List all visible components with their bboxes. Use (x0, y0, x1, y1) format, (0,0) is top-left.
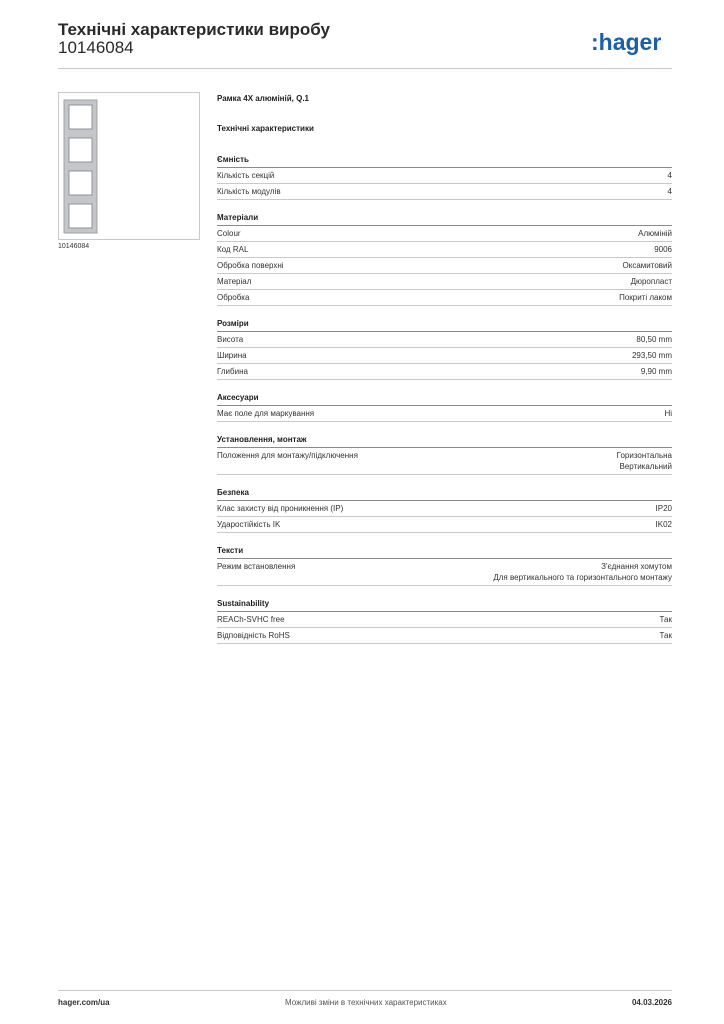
spec-label: Код RAL (217, 245, 249, 254)
spec-value-line: Так (659, 615, 672, 624)
spec-value-line: Дюропласт (630, 277, 672, 286)
spec-row (217, 226, 672, 242)
spec-label: Ширина (217, 351, 247, 360)
group-title: Матеріали (217, 213, 259, 222)
group-title: Безпека (217, 488, 249, 497)
spec-value (660, 614, 672, 625)
spec-row (217, 274, 672, 290)
spec-value (668, 170, 672, 181)
spec-value-line: Так (659, 631, 672, 640)
group-spacer (217, 586, 672, 592)
group-title: Тексти (217, 546, 244, 555)
hager-logo (591, 30, 673, 56)
group-title: Sustainability (217, 599, 270, 608)
spec-row (217, 168, 672, 184)
spec-value-line: Покриті лаком (619, 293, 672, 302)
product-name: Рамка 4Х алюміній, Q.1 (217, 94, 309, 103)
spec-value-line: 9,90 mm (640, 367, 672, 376)
footer-date: 04.03.2026 (631, 998, 672, 1007)
spec-value-line: 4 (667, 171, 672, 180)
spec-row (217, 348, 672, 364)
spec-row (217, 290, 672, 306)
spec-label: Ударостійкість IK (217, 520, 281, 529)
spec-value-line: З'єднання хомутом (601, 562, 672, 571)
group-title: Аксесуари (217, 393, 259, 402)
spec-value (656, 519, 672, 530)
spec-value-line: IK02 (655, 520, 672, 529)
group-title: Установлення, монтаж (217, 435, 307, 444)
footer-link[interactable]: hager.com/ua (58, 998, 110, 1007)
spec-value (654, 244, 672, 255)
spec-groups (217, 154, 672, 644)
spec-label: Глибина (217, 367, 248, 376)
spec-row (217, 612, 672, 628)
spec-heading: Технічні характеристики (217, 124, 314, 133)
spec-label: Положення для монтажу/підключення (217, 451, 358, 460)
spec-label: Кількість секцій (217, 171, 275, 180)
group-spacer (217, 533, 672, 539)
spec-group (217, 422, 672, 475)
spec-value-line: Для вертикального та горизонтального монтажу (493, 573, 672, 582)
spec-value-line: Вертикальний (619, 462, 672, 471)
spec-row (217, 559, 672, 586)
spec-value-line: Алюміній (638, 229, 672, 238)
spec-label: Режим встановлення (217, 562, 296, 571)
group-title: Розміри (217, 319, 249, 328)
spec-value-line: Ні (664, 409, 672, 418)
spec-row (217, 406, 672, 422)
spec-value (668, 186, 672, 197)
spec-group (217, 200, 672, 306)
spec-value (493, 561, 672, 583)
spec-value (664, 408, 672, 419)
group-spacer (217, 380, 672, 386)
spec-value (617, 450, 672, 472)
hager-logo-text: :hager (591, 30, 662, 55)
spec-label: Висота (217, 335, 244, 344)
spec-group (217, 586, 672, 644)
spec-label: Має поле для маркування (217, 409, 315, 418)
spec-row (217, 364, 672, 380)
spec-row (217, 517, 672, 533)
spec-panel (217, 90, 672, 644)
page-title: Технічні характеристики виробу (58, 20, 330, 39)
spec-row (217, 332, 672, 348)
group-spacer (217, 475, 672, 481)
group-spacer (217, 422, 672, 428)
spec-value (623, 260, 672, 271)
spec-row (217, 628, 672, 644)
spec-value (632, 350, 672, 361)
spec-value-line: 9006 (654, 245, 672, 254)
spec-value-line: IP20 (655, 504, 672, 513)
spec-value (631, 276, 672, 287)
spec-value (636, 334, 672, 345)
header-divider (58, 68, 672, 69)
spec-value (619, 292, 672, 303)
spec-value (660, 630, 672, 641)
spec-label: Обробка (217, 293, 250, 302)
spec-row (217, 184, 672, 200)
spec-label: Обробка поверхні (217, 261, 284, 270)
product-image (58, 92, 200, 240)
spec-group (217, 475, 672, 533)
spec-value (638, 228, 672, 239)
spec-value (656, 503, 672, 514)
spec-row (217, 258, 672, 274)
spec-group (217, 533, 672, 586)
footer-divider (58, 990, 672, 991)
spec-group (217, 380, 672, 422)
spec-row (217, 242, 672, 258)
image-caption: 10146084 (58, 243, 90, 250)
spec-label: Кількість модулів (217, 187, 281, 196)
spec-value (641, 366, 672, 377)
group-title: Ємність (217, 155, 249, 164)
footer-note: Можливі зміни в технічних характеристиках (285, 998, 447, 1007)
frame-4x-aluminium-icon (59, 93, 199, 239)
spec-row (217, 448, 672, 475)
spec-label: REACh-SVHC free (217, 615, 285, 624)
spec-group (217, 306, 672, 380)
group-spacer (217, 306, 672, 312)
spec-row (217, 501, 672, 517)
product-code: 10146084 (58, 38, 134, 57)
spec-label: Матеріал (217, 277, 252, 286)
spec-label: Клас захисту від проникнення (IP) (217, 504, 344, 513)
spec-label: Відповідність RoHS (217, 631, 290, 640)
spec-group (217, 154, 672, 200)
spec-value-line: 4 (667, 187, 672, 196)
spec-value-line: 293,50 mm (631, 351, 672, 360)
spec-value-line: 80,50 mm (636, 335, 672, 344)
group-spacer (217, 200, 672, 206)
spec-label: Colour (217, 229, 241, 238)
spec-value-line: Горизонтальна (616, 451, 672, 460)
spec-value-line: Оксамитовий (622, 261, 672, 270)
